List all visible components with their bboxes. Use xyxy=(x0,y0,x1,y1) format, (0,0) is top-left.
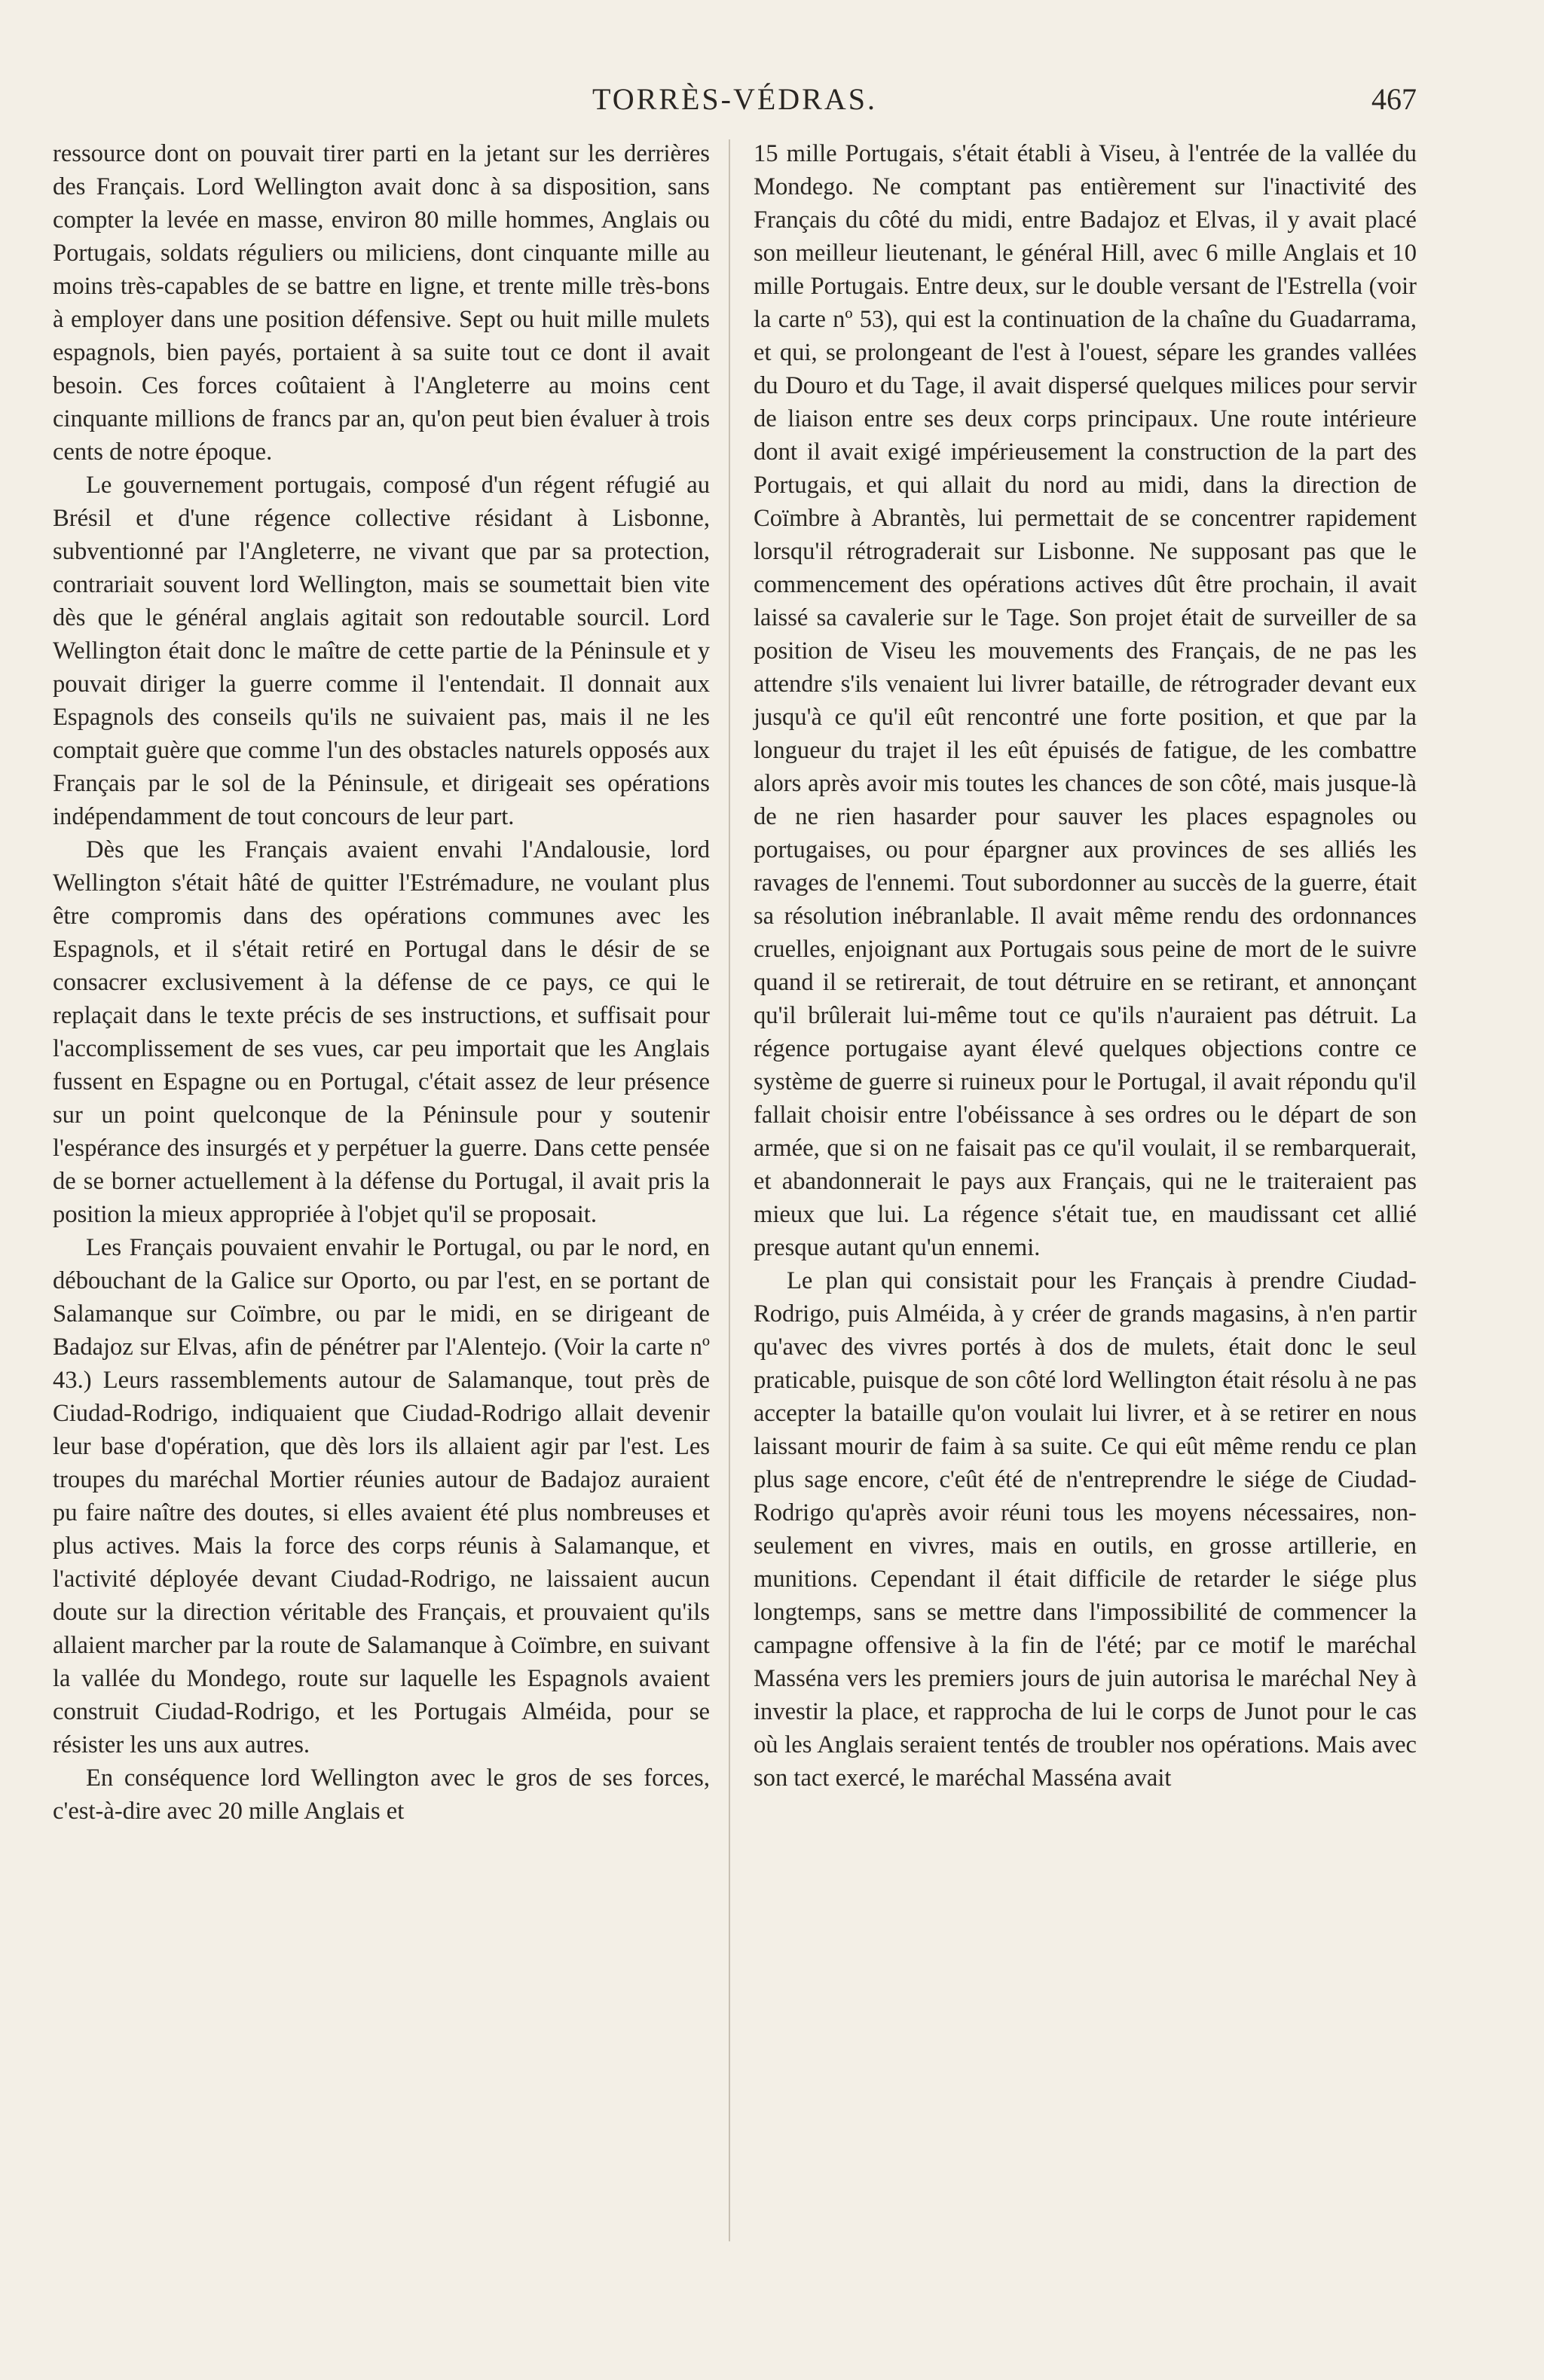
paragraph: En conséquence lord Wellington avec le gros de ses forces, c'est-à-dire avec 20 mille Anglais et xyxy=(53,1764,710,1825)
paragraph: Le gouvernement portugais, composé d'un régent réfugié au Brésil et d'une régence collective résidant à Lisbonne, subventionné par l'Angleterre, ne vivant que par sa protection, contrariait souvent lord Wellington, mais se soumettait bien vite dès que le général anglais agitait son redoutable sourcil. Lord Wellington était donc le maître de cette partie de la Péninsule et y pouvait diriger la guerre comme il l'entendait. Il donnait aux Espagnols des conseils qu'ils ne suivaient pas, mais il ne les comptait guère que comme l'un des obstacles naturels opposés aux Français par le sol de la Péninsule, et dirigeait ses opérations indépendamment de tout concours de leur part. xyxy=(53,472,710,830)
page-header xyxy=(53,81,1417,127)
paragraph: 15 mille Portugais, s'était établi à Viseu, à l'entrée de la vallée du Mondego. Ne comptant pas entièrement sur l'inactivité des Français du côté du midi, entre Badajoz et Elvas, il y avait placé son meilleur lieutenant, le général Hill, avec 6 mille Anglais et 10 mille Portugais. Entre deux, sur le double versant de l'Estrella (voir la carte nº 53), qui est la continuation de la chaîne du Guadarrama, et qui, se prolongeant de l'est à l'ouest, sépare les grandes vallées du Douro et du Tage, il avait dispersé quelques milices pour servir de liaison entre ses deux corps principaux. Une route intérieure dont il avait exigé impérieusement la construction de la part des Portugais, et qui allait du nord au midi, dans la direction de Coïmbre à Abrantès, lui permettait de se concentrer rapidement lorsqu'il rétrograderait sur Lisbonne. Ne supposant pas que le commencement des opérations actives dût être prochain, il avait laissé sa cavalerie sur le Tage. Son projet était de surveiller de sa position de Viseu les mouvements des Français, de ne pas les attendre s'ils venaient lui livrer bataille, de rétrograder devant eux jusqu'à ce qu'il eût rencontré une forte position, et que par la longueur du trajet il les eût épuisés de fatigue, de les combattre alors après avoir mis toutes les chances de son côté, mais jusque-là de ne rien hasarder pour sauver les places espagnoles ou portugaises, ou pour épargner aux provinces de ses alliés les ravages de l'ennemi. Tout subordonner au succès de la guerre, était sa résolution inébranlable. Il avait même rendu des ordonnances cruelles, enjoignant aux Portugais sous peine de mort de le suivre quand il se retirerait, de tout détruire en se retirant, et annonçant qu'il brûlerait lui-même tout ce qu'ils n'auraient pas détruit. La régence portugaise ayant élevé quelques objections contre ce système de guerre si ruineux pour le Portugal, il avait répondu qu'il fallait choisir entre l'obéissance à ses ordres ou le départ de son armée, que si on ne faisait pas ce qu'il voulait, il se rembarquerait, et abandonnerait le pays aux Français, qui ne le traiteraient pas mieux que lui. La régence s'était tue, en maudissant cet allié presque autant qu'un ennemi. xyxy=(754,140,1417,1261)
right-column xyxy=(754,137,1417,1795)
paragraph: Les Français pouvaient envahir le Portugal, ou par le nord, en débouchant de la Galice sur Oporto, ou par l'est, en se portant de Salamanque sur Coïmbre, ou par le midi, en se dirigeant de Badajoz sur Elvas, afin de pénétrer par l'Alentejo. (Voir la carte nº 43.) Leurs rassemblements autour de Salamanque, tout près de Ciudad-Rodrigo, indiquaient que Ciudad-Rodrigo allait devenir leur base d'opération, que dès lors ils allaient agir par l'est. Les troupes du maréchal Mortier réunies autour de Badajoz auraient pu faire naître des doutes, si elles avaient été plus nombreuses et plus actives. Mais la force des corps réunis à Salamanque, et l'activité déployée devant Ciudad-Rodrigo, ne laissaient aucun doute sur la direction véritable des Français, et prouvaient qu'ils allaient marcher par la route de Salamanque à Coïmbre, en suivant la vallée du Mondego, route sur laquelle les Espagnols avaient construit Ciudad-Rodrigo, et les Portugais Alméida, pour se résister les uns aux autres. xyxy=(53,1234,710,1758)
paragraph: Le plan qui consistait pour les Français à prendre Ciudad-Rodrigo, puis Alméida, à y créer de grands magasins, à n'en partir qu'avec des vivres portés à dos de mulets, était donc le seul praticable, puisque de son côté lord Wellington était résolu à ne pas accepter la bataille qu'on voulait lui livrer, et à se retirer en nous laissant mourir de faim à sa suite. Ce qui eût même rendu ce plan plus sage encore, c'eût été de n'entreprendre le siége de Ciudad-Rodrigo qu'après avoir réuni tous les moyens nécessaires, non-seulement en vivres, mais en outils, en grosse artillerie, en munitions. Cependant il était difficile de retarder le siége plus longtemps, sans se mettre dans l'impossibilité de commencer la campagne offensive à la fin de l'été; par ce motif le maréchal Masséna vers les premiers jours de juin autorisa le maréchal Ney à investir la place, et rapprocha de lui le corps de Junot pour le cas où les Anglais seraient tentés de troubler nos opérations. Mais avec son tact exercé, le maréchal Masséna avait xyxy=(754,1267,1417,1792)
paragraph: Dès que les Français avaient envahi l'Andalousie, lord Wellington s'était hâté de quitter l'Estrémadure, ne voulant plus être compromis dans des opérations communes avec les Espagnols, et il s'était retiré en Portugal dans le désir de se consacrer exclusivement à la défense de ce pays, ce qui le replaçait dans le texte précis de ses instructions, et suffisait pour l'accomplissement de ses vues, car peu importait que les Anglais fussent en Espagne ou en Portugal, c'était assez de leur présence sur un point quelconque de la Péninsule pour y soutenir l'espérance des insurgés et y perpétuer la guerre. Dans cette pensée de se borner actuellement à la défense du Portugal, il avait pris la position la mieux appropriée à l'objet qu'il se proposait. xyxy=(53,836,710,1228)
paragraph: ressource dont on pouvait tirer parti en la jetant sur les derrières des Français. Lord Wellington avait donc à sa disposition, sans compter la levée en masse, environ 80 mille hommes, Anglais ou Portugais, soldats réguliers ou miliciens, dont cinquante mille au moins très-capables de se battre en ligne, et trente mille très-bons à employer dans une position défensive. Sept ou huit mille mulets espagnols, bien payés, portaient à sa suite tout ce dont il avait besoin. Ces forces coûtaient à l'Angleterre au moins cent cinquante millions de francs par an, qu'on peut bien évaluer à trois cents de notre époque. xyxy=(53,140,710,466)
left-column xyxy=(53,137,710,1828)
page-number: 467 xyxy=(1371,82,1417,116)
column-divider xyxy=(729,139,730,2241)
running-title: TORRÈS-VÉDRAS. xyxy=(592,82,877,116)
